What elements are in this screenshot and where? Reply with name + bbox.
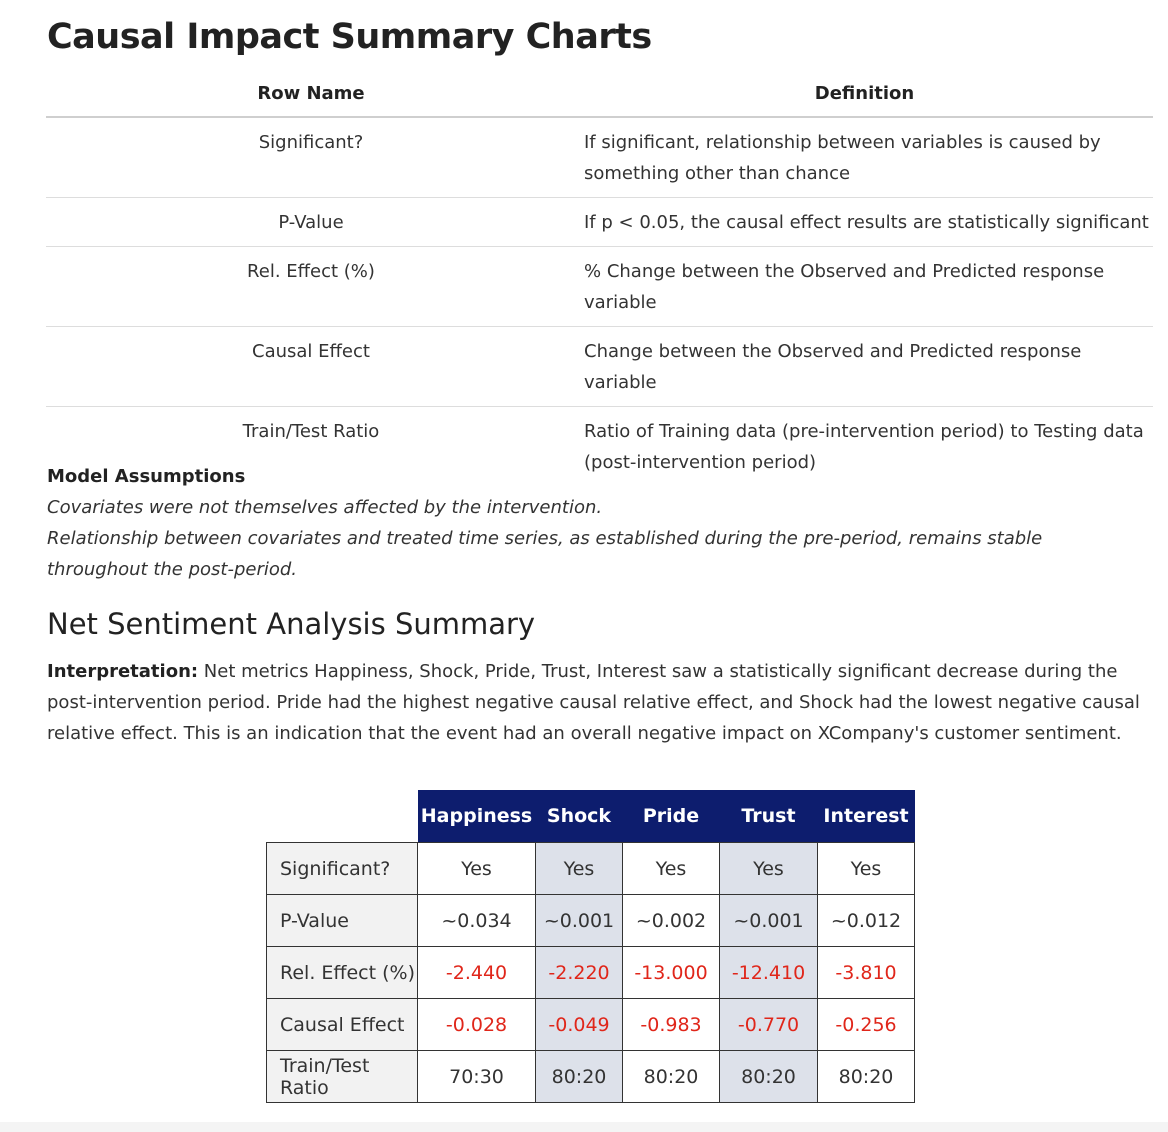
- table-cell-negative: -12.410: [720, 947, 818, 999]
- table-cell: Yes: [536, 843, 623, 895]
- row-label: Causal Effect: [267, 999, 418, 1051]
- assumptions-heading: Model Assumptions: [47, 466, 246, 487]
- assumption-line: Relationship between covariates and treated time series, as established during the pre-period, remains stable throughout the post-period.: [47, 528, 1043, 580]
- table-cell: Yes: [623, 843, 720, 895]
- definitions-table: [46, 70, 1153, 486]
- table-row: [267, 1051, 915, 1103]
- table-row: [267, 947, 915, 999]
- definition-row: [46, 117, 1153, 198]
- table-cell: ~0.001: [536, 895, 623, 947]
- definition-name: Train/Test Ratio: [46, 407, 576, 487]
- definition-name: Causal Effect: [46, 327, 576, 407]
- table-cell-negative: -0.770: [720, 999, 818, 1051]
- sentiment-summary-table: [266, 790, 915, 1103]
- header-row-name: Row Name: [46, 70, 576, 117]
- page-title: Causal Impact Summary Charts: [47, 17, 652, 57]
- definition-text: If p < 0.05, the causal effect results are statistically significant: [576, 198, 1153, 247]
- table-cell: Yes: [818, 843, 915, 895]
- section-title: Net Sentiment Analysis Summary: [47, 607, 536, 641]
- table-cell-negative: -13.000: [623, 947, 720, 999]
- model-assumptions: [47, 461, 1147, 585]
- table-cell-negative: -2.220: [536, 947, 623, 999]
- definition-text: % Change between the Observed and Predicted response variable: [576, 247, 1153, 327]
- table-cell: 80:20: [536, 1051, 623, 1103]
- table-cell: ~0.002: [623, 895, 720, 947]
- row-label: Rel. Effect (%): [267, 947, 418, 999]
- column-header: Pride: [623, 790, 720, 843]
- table-row: [267, 895, 915, 947]
- definition-name: P-Value: [46, 198, 576, 247]
- row-label: P-Value: [267, 895, 418, 947]
- table-cell: ~0.034: [418, 895, 536, 947]
- table-row: [267, 999, 915, 1051]
- definition-name: Rel. Effect (%): [46, 247, 576, 327]
- header-definition: Definition: [576, 70, 1153, 117]
- table-cell: 80:20: [623, 1051, 720, 1103]
- definition-name: Significant?: [258, 132, 364, 153]
- definition-text: Ratio of Training data (pre-intervention period) to Testing data (post-intervention period): [576, 407, 1153, 487]
- table-cell: 70:30: [418, 1051, 536, 1103]
- row-label: Significant?: [267, 843, 418, 895]
- table-cell-negative: -2.440: [418, 947, 536, 999]
- table-cell: Yes: [720, 843, 818, 895]
- corner-cell: [267, 790, 418, 843]
- definition-text: If significant, relationship between variables is caused by something other than chance: [584, 132, 1101, 184]
- table-cell: ~0.001: [720, 895, 818, 947]
- bottom-band: [0, 1122, 1168, 1132]
- table-cell-negative: -0.049: [536, 999, 623, 1051]
- interpretation-text: Net metrics Happiness, Shock, Pride, Trust, Interest saw a statistically significant decrease during the post-intervention period. Pride had the highest negative causal relative effect, and Shock had the lowest negative causal relative effect. This is an indication that the event had an overall negative impact on XCompany's customer sentiment.: [47, 661, 1140, 744]
- definition-text: Change between the Observed and Predicted response variable: [576, 327, 1153, 407]
- column-header: Happiness: [418, 790, 536, 843]
- interpretation-paragraph: [47, 656, 1142, 749]
- table-cell: 80:20: [818, 1051, 915, 1103]
- table-cell: ~0.012: [818, 895, 915, 947]
- table-cell-negative: -0.028: [418, 999, 536, 1051]
- column-header: Shock: [536, 790, 623, 843]
- table-cell: Yes: [418, 843, 536, 895]
- definition-row: [46, 247, 1153, 327]
- table-row: [267, 843, 915, 895]
- column-header: Interest: [818, 790, 915, 843]
- assumption-line: Covariates were not themselves affected by the intervention.: [47, 497, 603, 518]
- definition-row: [46, 198, 1153, 247]
- table-cell-negative: -3.810: [818, 947, 915, 999]
- interpretation-label: Interpretation:: [47, 661, 199, 682]
- definition-row: [46, 327, 1153, 407]
- table-cell: 80:20: [720, 1051, 818, 1103]
- column-header: Trust: [720, 790, 818, 843]
- table-cell-negative: -0.983: [623, 999, 720, 1051]
- table-cell-negative: -0.256: [818, 999, 915, 1051]
- row-label: Train/Test Ratio: [267, 1051, 418, 1103]
